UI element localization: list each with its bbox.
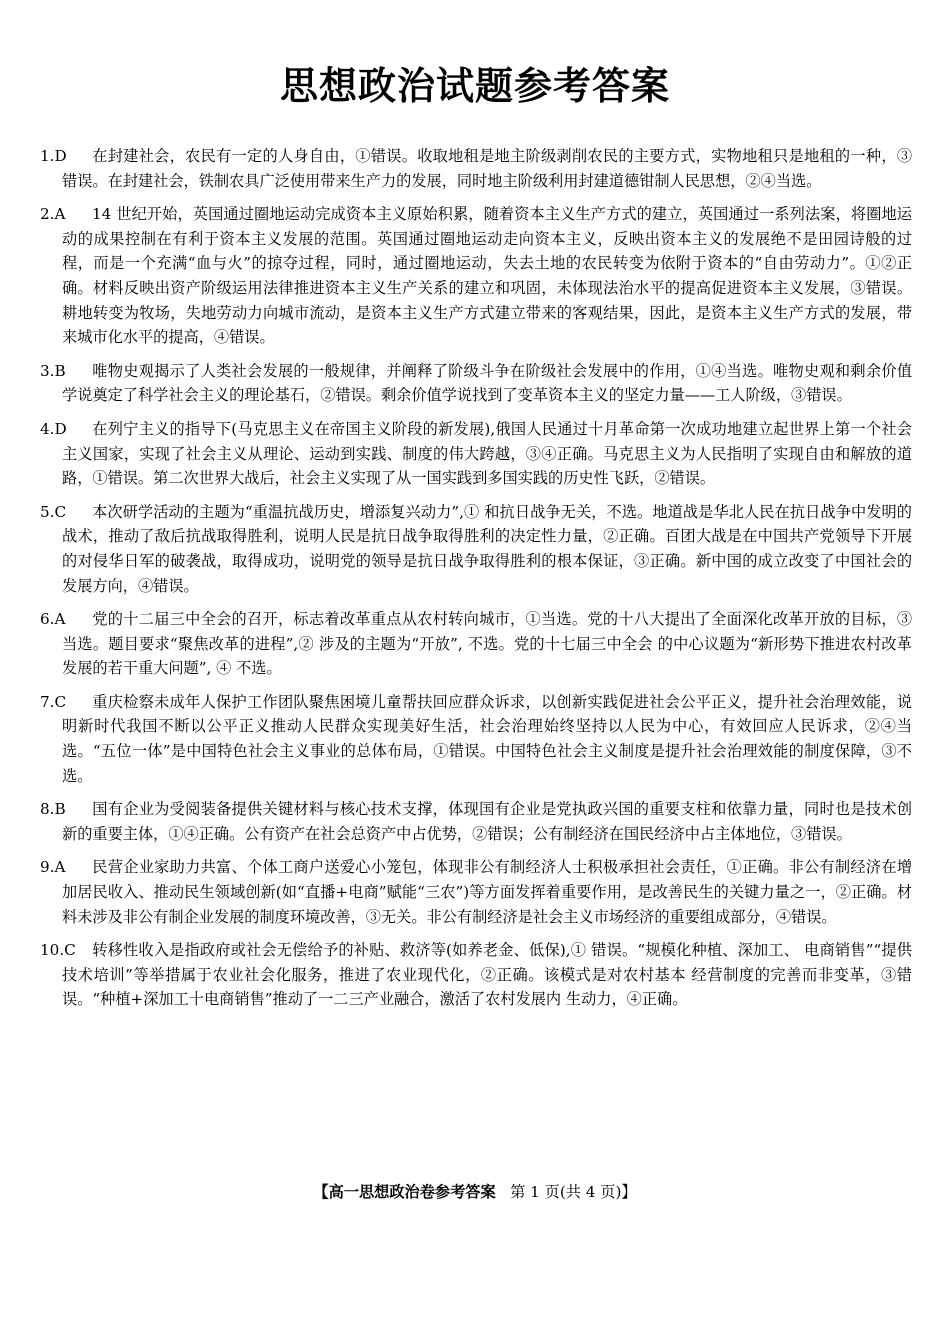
- answer-number: 7.C: [40, 692, 67, 711]
- answer-explanation: 民营企业家助力共富、个体工商户送爱心小笼包，体现非公有制经济人士积极承担社会责任，①正确。非公有制经济在增加居民收入、推动民生领域创新(如“直播+电商”赋能“三农”)等方面发挥着重要作用，是改善民生的关键力量之一，②正确。材料未涉及非公有制企业发展的制度环境改善，③无关。非公有制经济是社会主义市场经济的重要组成部分，④错误。: [62, 858, 912, 926]
- answer-explanation: 14 世纪开始，英国通过圈地运动完成资本主义原始积累，随着资本主义生产方式的建立，英国通过一系列法案，将圈地运动的成果控制在有利于资本主义发展的范围。英国通过圈地运动走向资本主义，反映出资本主义的发展绝不是田园诗般的过程，而是一个充满“血与火”的掠夺过程，同时，通过圈地运动，失去土地的农民转变为依附于资本的“自由劳动力”。①②正确。材料反映出资产阶级运用法律推进资本主义生产关系的建立和巩固，未体现法治水平的提高促进资本主义发展，③错误。耕地转变为牧场，失地劳动力向城市流动，是资本主义生产方式建立带来的客观结果，因此，是资本主义生产方式的发展，带来城市化水平的提高，④错误。: [62, 205, 912, 347]
- answer-explanation: 党的十二届三中全会的召开，标志着改革重点从农村转向城市，①当选。党的十八大提出了全面深化改革开放的目标，③当选。题目要求“聚焦改革的进程”,② 涉及的主题为“开放”, 不选。党的十七届三中全会 的中心议题为“新形势下推进农村改革发展的若干重大问题”, ④ 不选。: [62, 610, 912, 678]
- answer-item: [40, 144, 912, 193]
- answer-number: 3.B: [40, 361, 66, 380]
- answer-explanation: 本次研学活动的主题为“重温抗战历史，增添复兴动力”,① 和抗日战争无关，不选。地道战是华北人民在抗日战争中发明的战术，推动了敌后抗战取得胜利，说明人民是抗日战争取得胜利的决定性力量，②正确。百团大战是在中国共产党领导下开展的对侵华日军的破袭战，取得成功，说明党的领导是抗日战争取得胜利的根本保证，③正确。新中国的成立改变了中国社会的发展方向，④错误。: [62, 502, 912, 595]
- answer-explanation: 重庆检察未成年人保护工作团队聚焦困境儿童帮扶回应群众诉求，以创新实践促进社会公平正义，提升社会治理效能，说明新时代我国不断以公平正义推动人民群众实现美好生活，社会治理始终坚持以人民为中心，有效回应人民诉求，②④当选。“五位一体”是中国特色社会主义事业的总体布局，①错误。中国特色社会主义制度是提升社会治理效能的制度保障，③不选。: [62, 692, 912, 785]
- answer-number: 1.D: [40, 147, 67, 165]
- answer-item: [40, 690, 912, 788]
- answer-explanation: 在封建社会，农民有一定的人身自由，①错误。收取地租是地主阶级剥削农民的主要方式，实物地租只是地租的一种，③错误。在封建社会，铁制农具广泛使用带来生产力的发展，同时地主阶级利用封建道德钳制人民思想，②④当选。: [62, 147, 912, 190]
- page-footer: [0, 1180, 950, 1204]
- answer-explanation: 转移性收入是指政府或社会无偿给予的补贴、救济等(如养老金、低保),① 错误。“规模化种植、深加工、 电商销售”“提供技术培训”等举措属于农业社会化服务，推进了农业现代化，②正确。该模式是对农村基本 经营制度的完善而非变革，③错误。“种植+深加工十电商销售”推动了一二三产业融合，激活了农村发展内 生动力，④正确。: [62, 941, 912, 1009]
- answer-explanation: 在列宁主义的指导下(马克思主义在帝国主义阶段的新发展),俄国人民通过十月革命第一次成功地建立起世界上第一个社会主义国家，实现了社会主义从理论、运动到实践、制度的伟大跨越，③④正确。马克思主义为人民指明了实现自由和解放的道路，①错误。第二次世界大战后，社会主义实现了从一国实践到多国实践的历史性飞跃，②错误。: [62, 419, 912, 488]
- answer-number: 9.A: [40, 858, 66, 877]
- answer-item: [40, 607, 912, 681]
- answer-item: [40, 359, 912, 408]
- page-title: 思想政治试题参考答案: [279, 64, 670, 108]
- answer-item: [40, 417, 912, 491]
- answer-number: 6.A: [40, 610, 66, 629]
- answer-list: [40, 144, 912, 1021]
- answer-item: [40, 202, 912, 350]
- answer-number: 8.B: [40, 800, 66, 819]
- answer-item: [40, 855, 912, 929]
- footer-exam-title: 【高一思想政治卷参考答案: [313, 1183, 496, 1201]
- answer-number: 2.A: [40, 205, 66, 224]
- footer-page-number: 第 1 页(共 4 页)】: [510, 1183, 637, 1201]
- answer-number: 10.C: [40, 941, 76, 960]
- answer-item: [40, 797, 912, 846]
- answer-item: [40, 938, 912, 1012]
- answer-explanation: 唯物史观揭示了人类社会发展的一般规律，并阐释了阶级斗争在阶级社会发展中的作用，①④当选。唯物史观和剩余价值学说奠定了科学社会主义的理论基石，②错误。剩余价值学说找到了变革资本主义的坚定力量——工人阶级，③错误。: [62, 361, 912, 405]
- answer-number: 4.D: [40, 419, 67, 438]
- answer-item: [40, 500, 912, 598]
- answer-number: 5.C: [40, 502, 67, 521]
- answer-explanation: 国有企业为受阅装备提供关键材料与核心技术支撑，体现国有企业是党执政兴国的重要支柱和依靠力量，同时也是技术创新的重要主体，①④正确。公有资产在社会总资产中占优势，②错误；公有制经济在国民经济中占主体地位，③错误。: [62, 800, 912, 843]
